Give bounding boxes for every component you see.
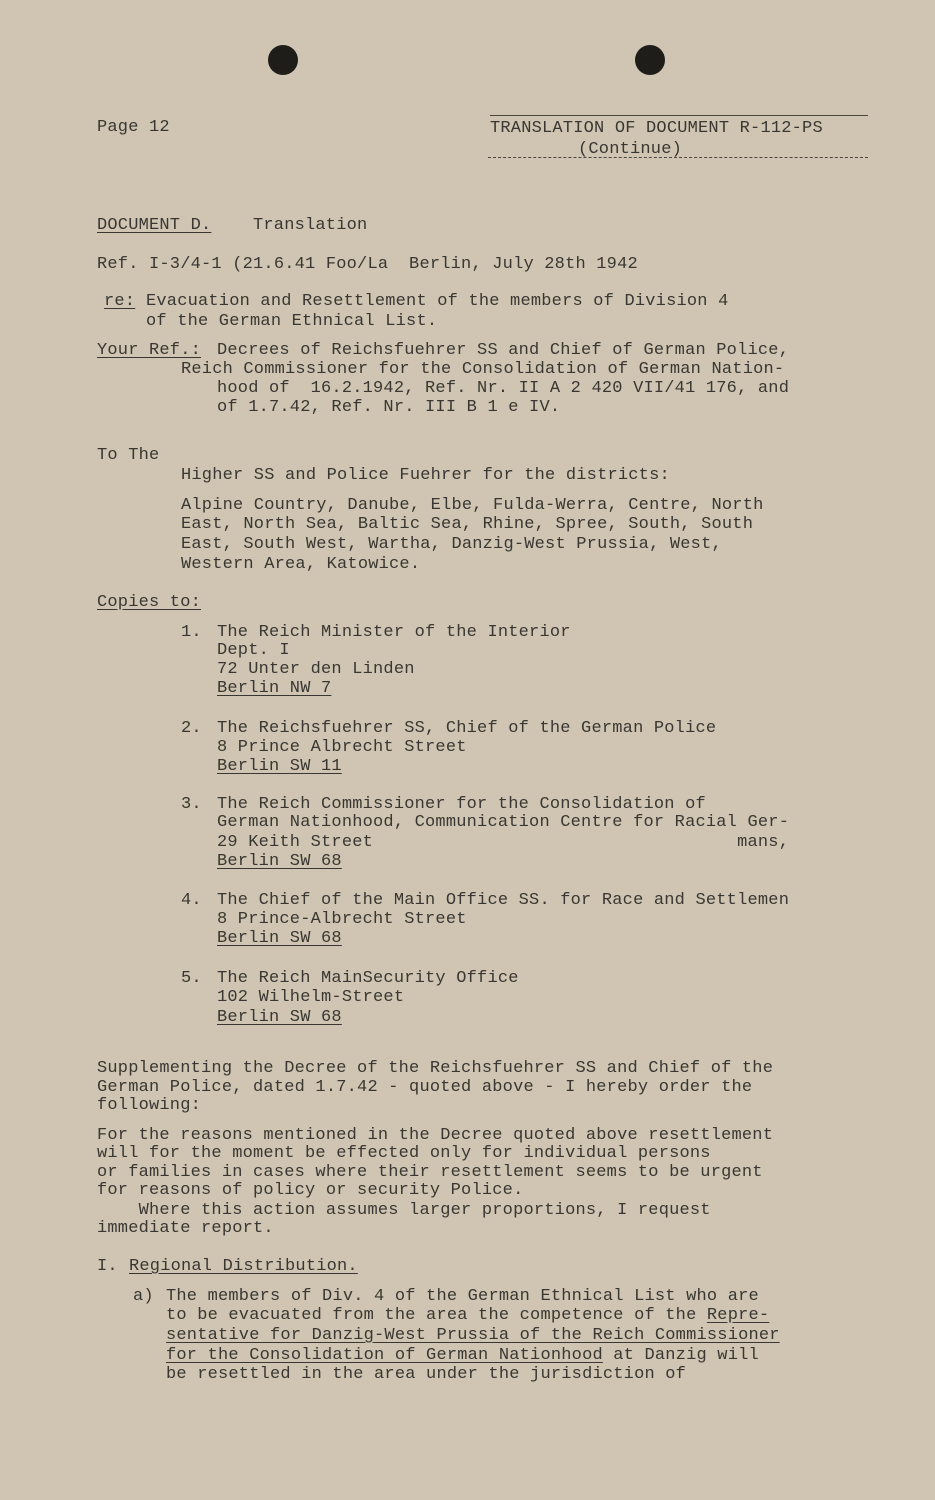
copy-3-line-2: German Nationhood, Communication Centre for Racial Ger- [217,813,790,832]
your-ref-line-1: Decrees of Reichsfuehrer SS and Chief of German Police, [217,341,790,360]
your-ref-line-2: Reich Commissioner for the Consolidation of German Nation- [181,360,785,379]
document-title: TRANSLATION OF DOCUMENT R-112-PS [490,119,823,138]
district-line-1: Alpine Country, Danube, Elbe, Fulda-Werra, Centre, North [181,496,764,515]
title-rule-bottom [488,157,868,158]
reference-line: Ref. I-3/4-1 (21.6.41 Foo/La Berlin, July 28th 1942 [97,255,638,274]
item-a-line-3: sentative for Danzig-West Prussia of the Reich Commissioner [166,1326,780,1345]
item-a-underlined-1: Repre- [706,1306,770,1325]
item-a-line-1: The members of Div. 4 of the German Ethnical List who are [166,1287,759,1306]
punch-hole-right [635,45,665,75]
item-a-line-2 [166,1306,769,1325]
re-label: re: [104,292,136,311]
district-line-3: East, South West, Wartha, Danzig-West Prussia, West, [181,535,722,554]
re-line-2: of the German Ethnical List. [146,312,438,331]
re-line-1: Evacuation and Resettlement of the members of Division 4 [146,292,729,311]
your-ref-line-3: hood of 16.2.1942, Ref. Nr. II A 2 420 VII/41 176, and [217,379,790,398]
para2-line-1: For the reasons mentioned in the Decree quoted above resettlement [97,1126,774,1145]
district-line-4: Western Area, Katowice. [181,555,421,574]
copy-2-city: Berlin SW 11 [217,757,342,776]
copy-4-line-2: 8 Prince-Albrecht Street [217,910,467,929]
copy-1-city: Berlin NW 7 [217,679,332,698]
copy-2-number: 2. [181,719,202,738]
page-label: Page 12 [97,118,170,137]
copy-3-number: 3. [181,795,202,814]
para2-line-4: for reasons of policy or security Police. [97,1181,524,1200]
copy-3-city: Berlin SW 68 [217,852,342,871]
section-number: I. [97,1257,118,1276]
copy-1-line-2: Dept. I [217,641,290,660]
copy-1-number: 1. [181,623,202,642]
copy-2-line-2: 8 Prince Albrecht Street [217,738,467,757]
document-subtitle: (Continue) [578,140,683,159]
your-ref-line-4: of 1.7.42, Ref. Nr. III B 1 e IV. [217,398,561,417]
item-a-line-2-text: to be evacuated from the area the competence of the [166,1306,707,1325]
copy-1-line-3: 72 Unter den Linden [217,660,415,679]
copy-4-number: 4. [181,891,202,910]
copy-2-line-1: The Reichsfuehrer SS, Chief of the German Police [217,719,717,738]
copy-5-city: Berlin SW 68 [217,1008,342,1027]
district-line-2: East, North Sea, Baltic Sea, Rhine, Spree, South, South [181,515,754,534]
para2-line-2: will for the moment be effected only for individual persons [97,1144,711,1163]
recipient: Higher SS and Police Fuehrer for the districts: [181,466,670,485]
item-a-underlined-3: for the Consolidation of German Nationhood [166,1346,603,1365]
copy-3-line-3: 29 Keith Street mans, [217,833,790,852]
copy-5-line-1: The Reich MainSecurity Office [217,969,519,988]
to-label: To The [97,446,160,465]
punch-hole-left [268,45,298,75]
para1-line-1: Supplementing the Decree of the Reichsfuehrer SS and Chief of the [97,1059,774,1078]
item-a-line-4-tail: at Danzig will [602,1346,759,1365]
copy-4-city: Berlin SW 68 [217,929,342,948]
copy-4-line-1: The Chief of the Main Office SS. for Race and Settlemen [217,891,790,910]
para1-line-3: following: [97,1096,202,1115]
para2-line-3: or families in cases where their resettlement seems to be urgent [97,1163,763,1182]
para1-line-2: German Police, dated 1.7.42 - quoted above - I hereby order the [97,1078,753,1097]
item-a-label: a) [133,1287,154,1306]
copies-label: Copies to: [97,593,202,612]
item-a-line-4 [166,1346,759,1365]
section-title: Regional Distribution. [129,1257,358,1276]
title-rule-top [490,115,868,116]
your-ref-label: Your Ref.: [97,341,202,360]
item-a-line-5: be resettled in the area under the jurisdiction of [166,1365,687,1384]
para2-line-5: Where this action assumes larger proportions, I request [97,1201,711,1220]
copy-1-line-1: The Reich Minister of the Interior [217,623,571,642]
document-label: DOCUMENT D. [97,216,212,235]
copy-3-line-1: The Reich Commissioner for the Consolidation of [217,795,706,814]
copy-5-line-2: 102 Wilhelm-Street [217,988,405,1007]
copy-5-number: 5. [181,969,202,988]
document-kind: Translation [253,216,368,235]
para2-line-6: immediate report. [97,1219,274,1238]
